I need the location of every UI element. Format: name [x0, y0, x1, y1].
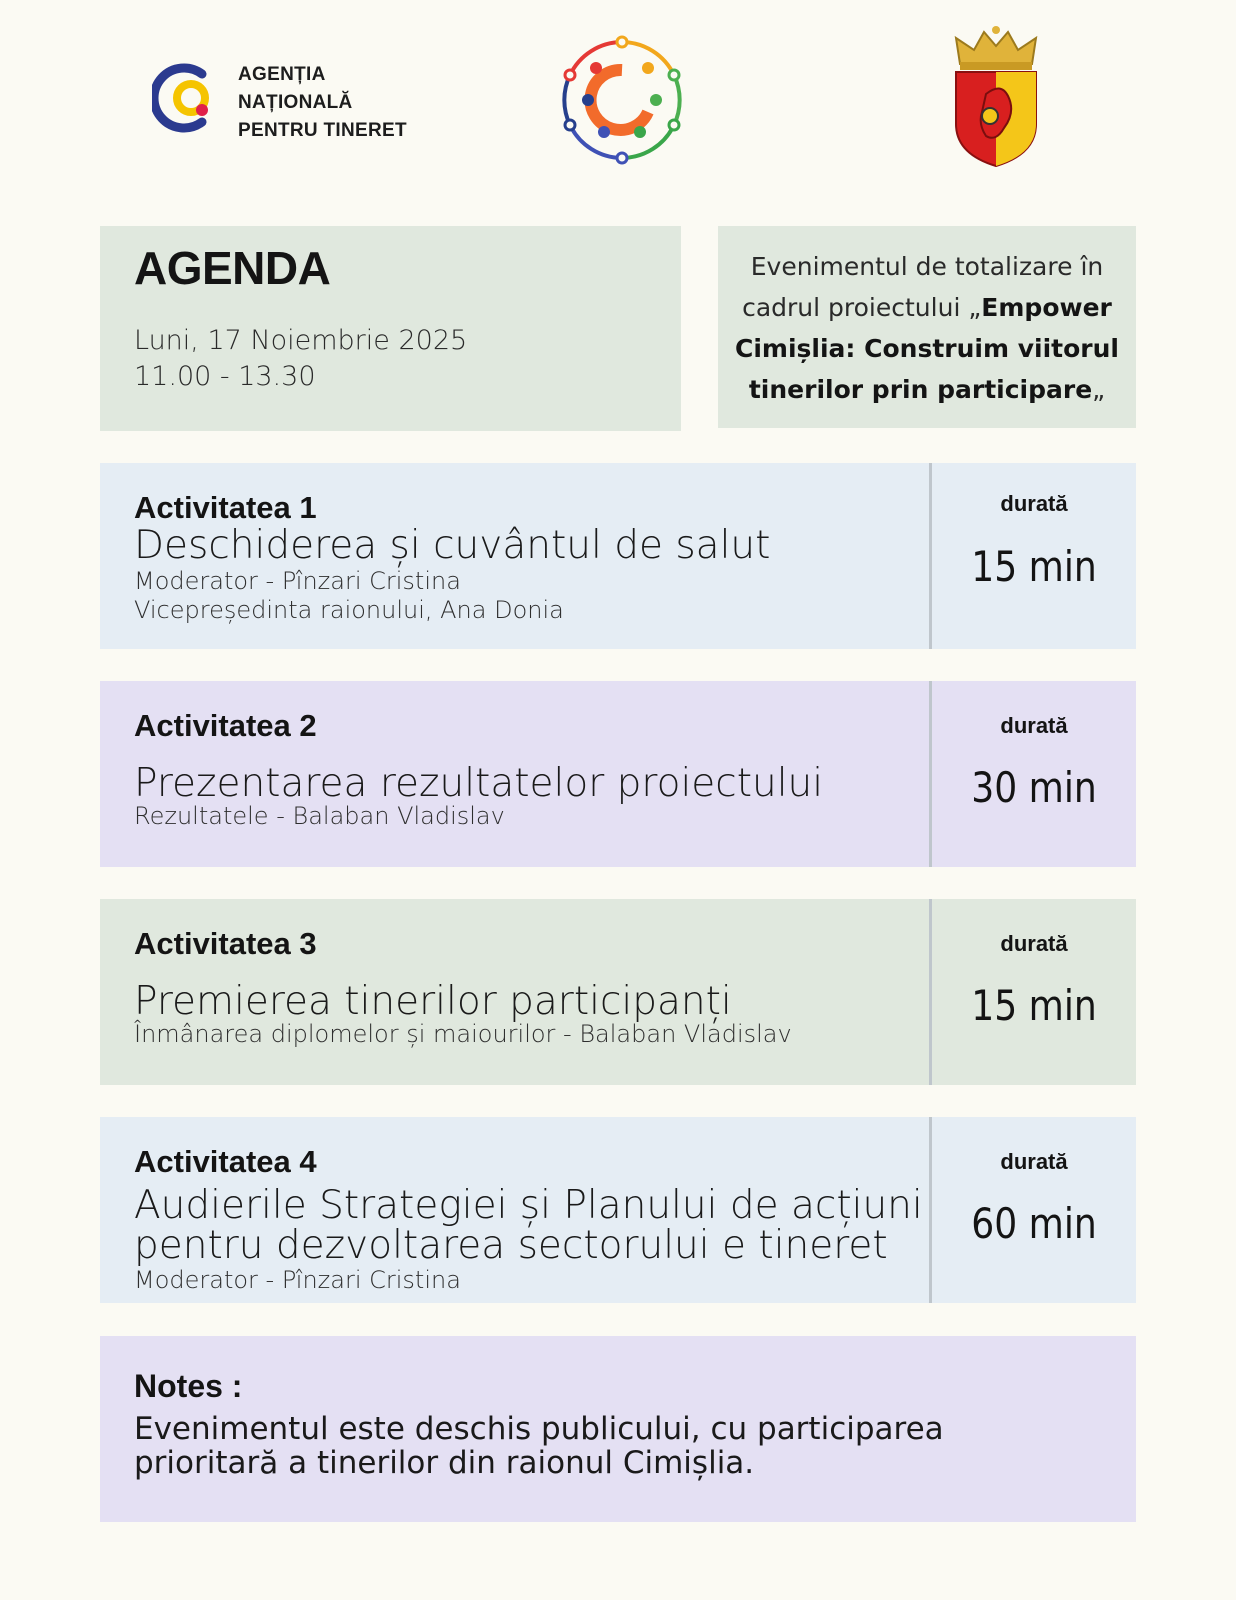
- activity-title: Prezentarea rezultatelor proiectului: [134, 761, 824, 806]
- activity-detail: Moderator - Pînzari Cristina: [134, 1266, 461, 1294]
- activity-title: pentru dezvoltarea sectorului e tineret: [134, 1223, 888, 1268]
- ant-logo-line: NAȚIONALĂ: [238, 92, 353, 113]
- agenda-time: 11.00 - 13.30: [134, 361, 316, 392]
- project-name: Empower Cimișlia: Construim viitorul tinerilor prin participare: [735, 293, 1119, 404]
- event-description-box: [718, 226, 1136, 428]
- circle-network-logo: [552, 30, 692, 174]
- agenda-header-box: [100, 226, 681, 431]
- activity-label: Activitatea 2: [134, 708, 317, 743]
- duration-label: durată: [1000, 931, 1068, 956]
- activity-detail: Rezultatele - Balaban Vladislav: [134, 802, 505, 830]
- agenda-date: Luni, 17 Noiembrie 2025: [134, 325, 468, 356]
- ant-logo: [152, 55, 432, 145]
- ant-logo-icon: [152, 58, 218, 138]
- ant-logo-text: [238, 61, 407, 145]
- coat-of-arms: [946, 24, 1046, 173]
- activity-detail: Înmânarea diplomelor și maiourilor - Balaban Vladislav: [134, 1020, 792, 1048]
- duration-value: 15 min: [971, 542, 1097, 591]
- duration-value: 15 min: [971, 981, 1097, 1030]
- activity-detail: Moderator - Pînzari Cristina: [134, 567, 461, 595]
- duration-value: 60 min: [971, 1199, 1097, 1248]
- duration-label: durată: [1000, 491, 1068, 516]
- activity-row-1: [100, 463, 1136, 649]
- activity-label: Activitatea 4: [134, 1144, 317, 1179]
- column-divider: [929, 681, 932, 867]
- activity-row-4: [100, 1117, 1136, 1303]
- ant-logo-line: AGENȚIA: [238, 64, 326, 85]
- activity-label: Activitatea 3: [134, 926, 317, 961]
- ant-logo-line: PENTRU TINERET: [238, 120, 407, 141]
- duration-label: durată: [1000, 713, 1068, 738]
- notes-label: Notes :: [134, 1368, 243, 1404]
- closing-quote: „: [1092, 375, 1106, 404]
- notes-text: Evenimentul este deschis publicului, cu participarea prioritară a tinerilor din raionul Cimișlia.: [134, 1411, 944, 1481]
- column-divider: [929, 1117, 932, 1303]
- agenda-title: AGENDA: [134, 242, 331, 294]
- activity-row-3: [100, 899, 1136, 1085]
- activity-detail: Vicepreședinta raionului, Ana Donia: [134, 596, 564, 624]
- notes-box: [100, 1336, 1136, 1522]
- activity-label: Activitatea 1: [134, 490, 317, 525]
- duration-label: durată: [1000, 1149, 1068, 1174]
- duration-value: 30 min: [971, 763, 1097, 812]
- activity-title: Deschiderea și cuvântul de salut: [134, 523, 771, 568]
- activity-row-2: [100, 681, 1136, 867]
- activity-title: Audierile Strategiei și Planului de acțiuni: [134, 1183, 923, 1228]
- event-intro: Evenimentul de totalizare în cadrul proiectului „: [742, 252, 1104, 322]
- activity-title: Premierea tinerilor participanți: [134, 979, 732, 1024]
- column-divider: [929, 899, 932, 1085]
